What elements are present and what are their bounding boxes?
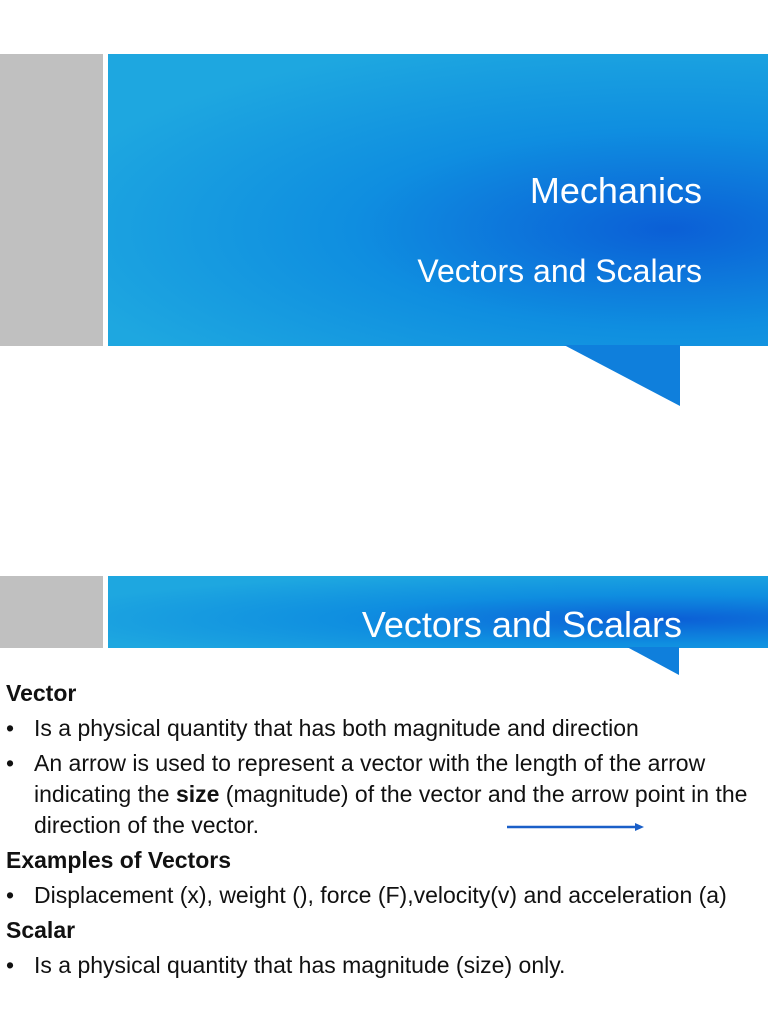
text: An arrow is used to represent a vector with the length of the arrow indicating the <box>34 750 706 807</box>
scalar-heading: Scalar <box>6 917 76 943</box>
slide1-subtitle: Vectors and Scalars <box>417 253 702 289</box>
scalar-bullet-1: • Is a physical quantity that has magnitude (size) only. <box>6 950 766 981</box>
slide2-gray-block <box>0 576 103 648</box>
vector-bullet-2 <box>6 748 766 841</box>
vector-arrow-icon <box>507 821 647 833</box>
slide2-content <box>6 674 766 981</box>
slide1-title: Mechanics <box>529 170 702 211</box>
examples-bullet-1: • Displacement (x), weight (), force (F),velocity(v) and acceleration (a) <box>6 880 766 911</box>
bold-text: size <box>175 781 220 807</box>
slide2-title: Vectors and Scalars <box>361 604 682 645</box>
text: (magnitude) of the vector and the arrow point in the direction of the vector. <box>34 781 748 838</box>
examples-heading: Examples of Vectors <box>6 847 231 873</box>
slide1-banner-tail <box>560 345 682 407</box>
vector-heading: Vector <box>6 680 77 706</box>
vector-bullet-1: • Is a physical quantity that has both magnitude and direction <box>6 713 766 744</box>
slide2-banner-tail <box>625 647 681 676</box>
slide1-gray-block <box>0 54 103 346</box>
